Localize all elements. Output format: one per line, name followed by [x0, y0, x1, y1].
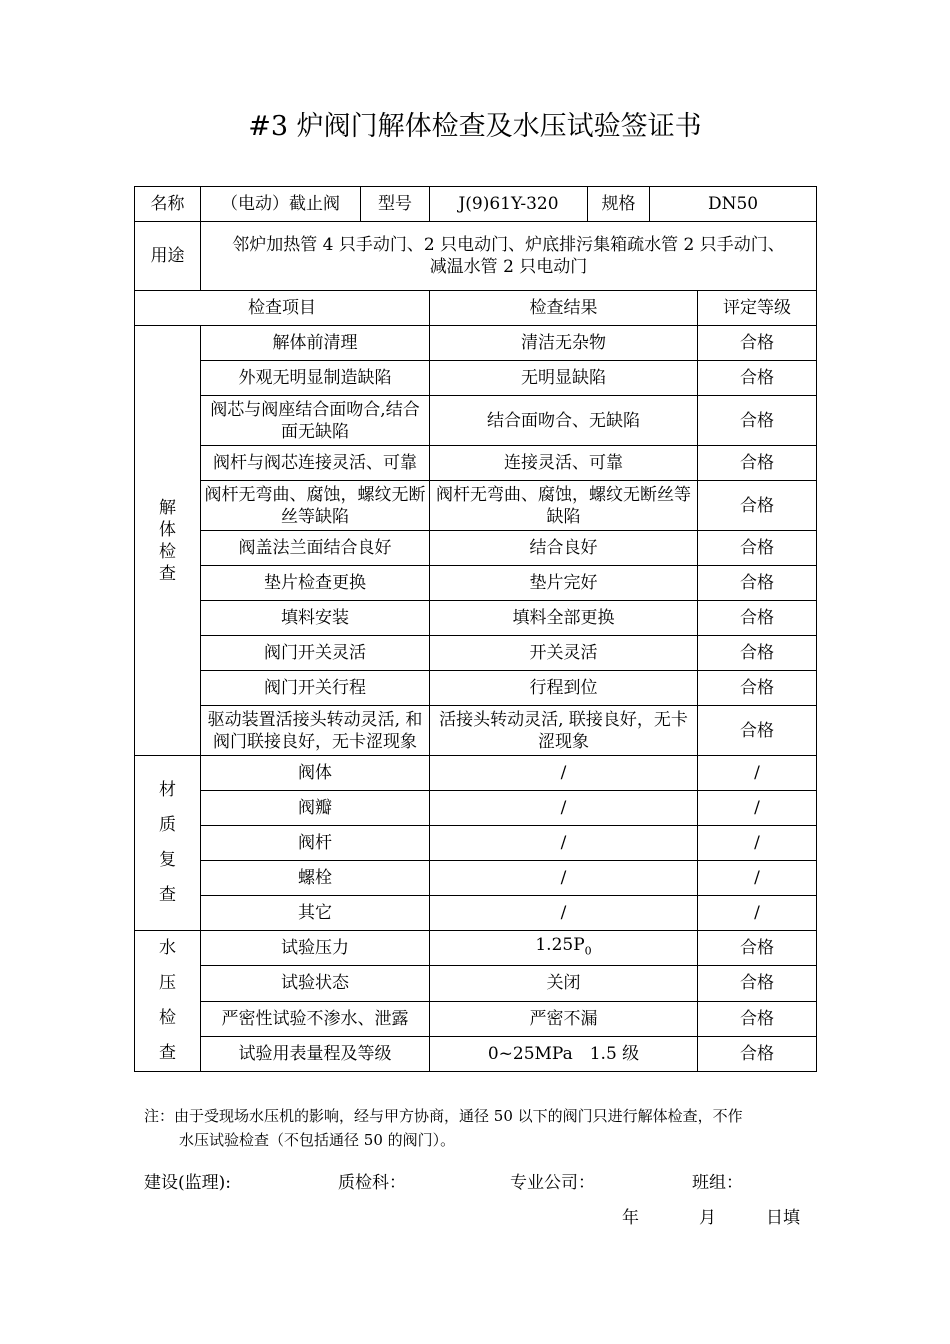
usage-value — [201, 222, 817, 291]
check-item: 外观无明显制造缺陷 — [201, 361, 430, 396]
check-grade: / — [698, 756, 817, 791]
section-char: 水 — [159, 938, 176, 958]
section-label-material — [135, 756, 201, 931]
table-row — [135, 636, 817, 671]
table-row — [135, 756, 817, 791]
section-label-disassembly — [135, 326, 201, 756]
check-item: 填料安装 — [201, 601, 430, 636]
section-char: 查 — [159, 563, 176, 584]
usage-line-2: 减温水管 2 只电动门 — [429, 257, 588, 277]
column-item-header: 检查项目 — [135, 291, 430, 326]
section-char: 查 — [159, 885, 176, 905]
check-grade: 合格 — [698, 481, 817, 531]
check-result: 阀杆无弯曲、腐蚀，螺纹无断丝等缺陷 — [430, 481, 698, 531]
check-item: 试验状态 — [201, 966, 430, 1001]
check-grade: 合格 — [698, 396, 817, 446]
check-item: 阀瓣 — [201, 791, 430, 826]
check-item: 阀门开关行程 — [201, 671, 430, 706]
check-item: 阀芯与阀座结合面吻合,结合面无缺陷 — [201, 396, 430, 446]
check-result: 无明显缺陷 — [430, 361, 698, 396]
section-char: 体 — [159, 519, 176, 540]
check-grade: 合格 — [698, 1001, 817, 1036]
table-row — [135, 531, 817, 566]
table-row — [135, 361, 817, 396]
check-grade: 合格 — [698, 966, 817, 1001]
section-char: 查 — [159, 1043, 176, 1063]
table-row — [135, 791, 817, 826]
table-row — [135, 671, 817, 706]
check-item: 严密性试验不渗水、泄露 — [201, 1001, 430, 1036]
usage-label: 用途 — [135, 222, 201, 291]
check-item: 螺栓 — [201, 861, 430, 896]
name-label: 名称 — [135, 187, 201, 222]
spec-value: DN50 — [650, 187, 817, 222]
check-item: 阀门开关灵活 — [201, 636, 430, 671]
column-grade-header: 评定等级 — [698, 291, 817, 326]
section-char: 解 — [159, 497, 176, 518]
check-grade: 合格 — [698, 361, 817, 396]
signature-team: 班组： — [692, 1173, 743, 1193]
check-grade: 合格 — [698, 1036, 817, 1071]
table-row — [135, 601, 817, 636]
check-grade: 合格 — [698, 326, 817, 361]
check-grade: 合格 — [698, 566, 817, 601]
check-item: 驱动装置活接头转动灵活, 和阀门联接良好，无卡涩现象 — [201, 706, 430, 756]
table-row — [135, 446, 817, 481]
table-row — [135, 896, 817, 931]
check-result: 垫片完好 — [430, 566, 698, 601]
check-result: 清洁无杂物 — [430, 326, 698, 361]
signature-company: 专业公司： — [510, 1173, 595, 1193]
check-result: 填料全部更换 — [430, 601, 698, 636]
check-item: 垫片检查更换 — [201, 566, 430, 601]
check-result — [430, 931, 698, 966]
section-char: 检 — [159, 541, 176, 562]
pressure-value: 1.25P — [535, 934, 585, 955]
check-result: 结合良好 — [430, 531, 698, 566]
check-result: 活接头转动灵活, 联接良好，无卡涩现象 — [430, 706, 698, 756]
check-item: 试验压力 — [201, 931, 430, 966]
table-row — [135, 826, 817, 861]
check-item: 阀杆无弯曲、腐蚀，螺纹无断丝等缺陷 — [201, 481, 430, 531]
table-row — [135, 966, 817, 1001]
signature-construction: 建设(监理): — [144, 1173, 231, 1193]
certificate-table — [134, 186, 817, 1072]
check-grade: 合格 — [698, 931, 817, 966]
check-item: 其它 — [201, 896, 430, 931]
check-result: / — [430, 896, 698, 931]
section-char: 复 — [159, 850, 176, 870]
date-day: 日填 — [766, 1208, 800, 1228]
pressure-subscript: 0 — [584, 944, 592, 958]
check-result: 0~25MPa 1.5 级 — [430, 1036, 698, 1071]
date-month: 月 — [699, 1208, 716, 1228]
check-result: / — [430, 826, 698, 861]
table-row — [135, 396, 817, 446]
check-grade: / — [698, 826, 817, 861]
signature-quality: 质检科： — [338, 1173, 406, 1193]
usage-row — [135, 222, 817, 291]
document-title: #3 炉阀门解体检查及水压试验签证书 — [248, 111, 702, 142]
check-grade: 合格 — [698, 706, 817, 756]
table-row — [135, 861, 817, 896]
check-grade: 合格 — [698, 601, 817, 636]
check-result: 连接灵活、可靠 — [430, 446, 698, 481]
date-year: 年 — [622, 1208, 639, 1228]
note-line-2: 水压试验检查（不包括通径 50 的阀门）。 — [179, 1131, 456, 1149]
check-result: 结合面吻合、无缺陷 — [430, 396, 698, 446]
check-grade: 合格 — [698, 446, 817, 481]
column-header-row — [135, 291, 817, 326]
check-grade: / — [698, 896, 817, 931]
header-row — [135, 187, 817, 222]
check-grade: 合格 — [698, 671, 817, 706]
note-line-1: 注：由于受现场水压机的影响，经与甲方协商，通径 50 以下的阀门只进行解体检查，不作 — [144, 1107, 743, 1125]
check-result: 严密不漏 — [430, 1001, 698, 1036]
check-grade: / — [698, 861, 817, 896]
check-item: 阀盖法兰面结合良好 — [201, 531, 430, 566]
model-value: J(9)61Y-320 — [430, 187, 588, 222]
check-grade: 合格 — [698, 531, 817, 566]
table-row — [135, 1036, 817, 1071]
usage-line-1: 邻炉加热管 4 只手动门、2 只电动门、炉底排污集箱疏水管 2 只手动门、 — [232, 235, 785, 255]
check-result: / — [430, 791, 698, 826]
check-result: 开关灵活 — [430, 636, 698, 671]
check-item: 阀杆 — [201, 826, 430, 861]
model-label: 型号 — [361, 187, 430, 222]
note — [144, 1104, 814, 1152]
table-row — [135, 931, 817, 966]
check-result: / — [430, 861, 698, 896]
spec-label: 规格 — [588, 187, 650, 222]
table-row — [135, 706, 817, 756]
section-char: 压 — [159, 973, 176, 993]
section-char: 检 — [159, 1008, 176, 1028]
check-item: 试验用表量程及等级 — [201, 1036, 430, 1071]
check-result: 关闭 — [430, 966, 698, 1001]
section-label-hydro — [135, 931, 201, 1072]
table-row — [135, 1001, 817, 1036]
table-row — [135, 326, 817, 361]
check-item: 阀杆与阀芯连接灵活、可靠 — [201, 446, 430, 481]
column-result-header: 检查结果 — [430, 291, 698, 326]
check-item: 阀体 — [201, 756, 430, 791]
check-grade: 合格 — [698, 636, 817, 671]
check-item: 解体前清理 — [201, 326, 430, 361]
check-result: 行程到位 — [430, 671, 698, 706]
section-char: 质 — [159, 815, 176, 835]
table-row — [135, 481, 817, 531]
table-row — [135, 566, 817, 601]
check-grade: / — [698, 791, 817, 826]
section-char: 材 — [159, 780, 176, 800]
name-value: （电动）截止阀 — [201, 187, 361, 222]
check-result: / — [430, 756, 698, 791]
